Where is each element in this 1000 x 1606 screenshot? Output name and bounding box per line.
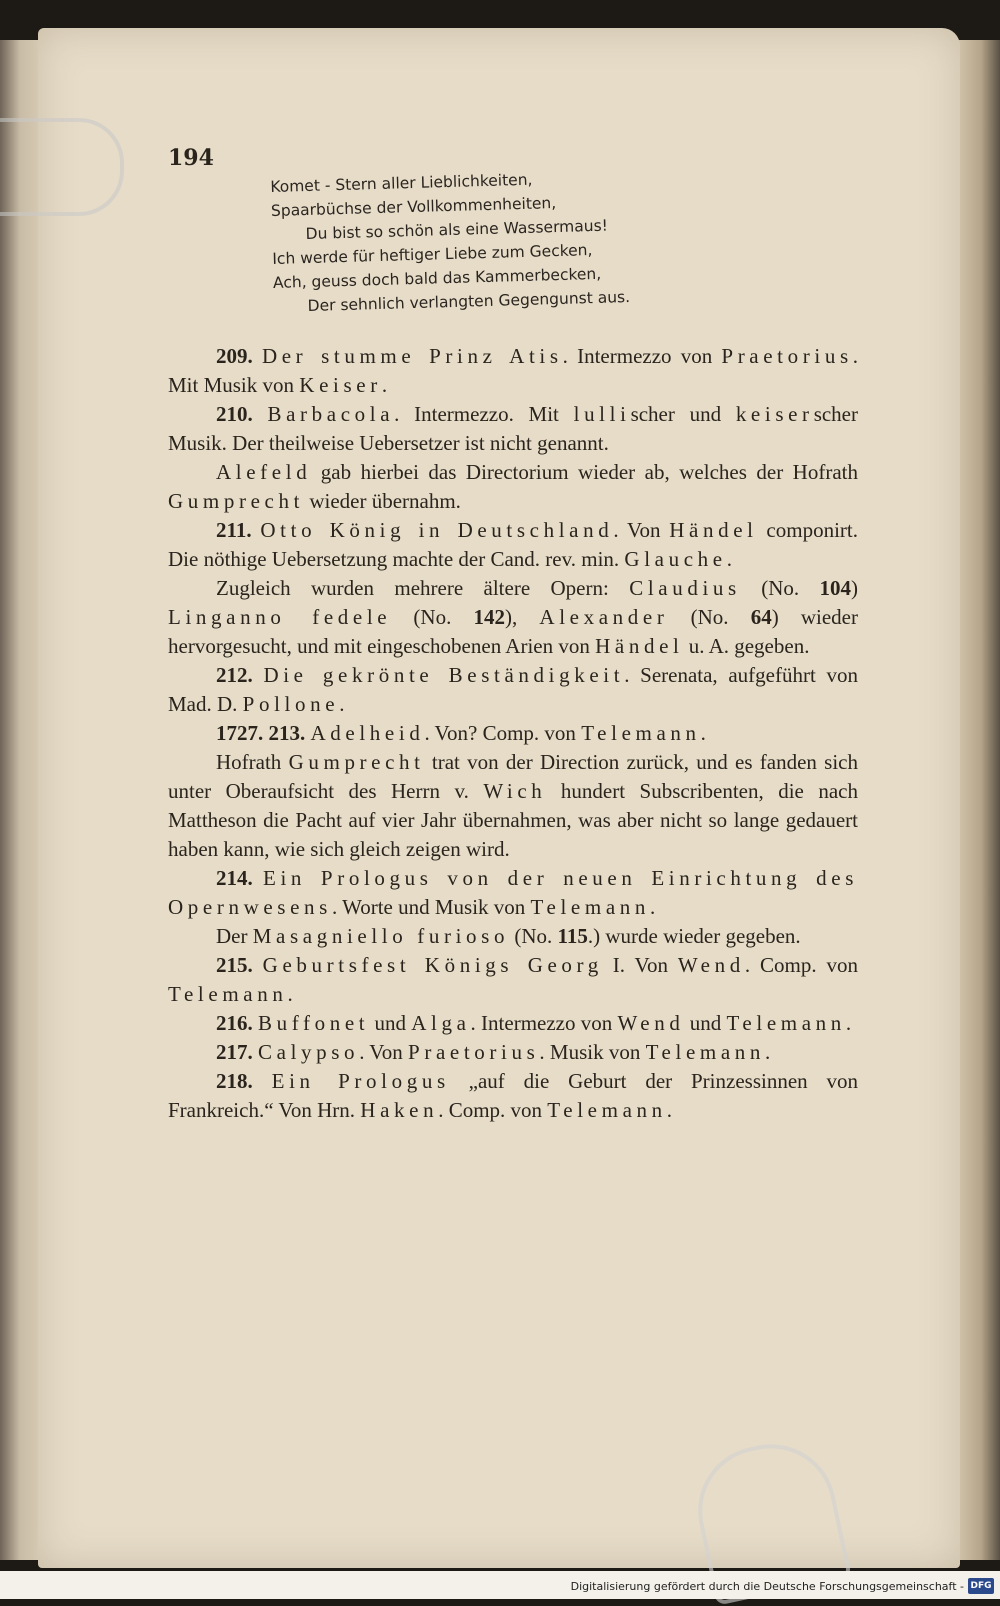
spaced-name: Linganno fedele: [168, 605, 392, 629]
spaced-name: Der stumme Prinz Atis: [261, 344, 563, 368]
spaced-name: Buffonet: [258, 1011, 370, 1035]
spaced-name: Gumprecht: [168, 489, 305, 513]
text-run: . Von: [359, 1040, 409, 1064]
paragraph: [168, 748, 858, 864]
text-run: hundert Subscribenten, die nach Mattheson die Pacht auf vier Jahr übernahmen, was aber nicht so lange gedauert haben kann, wie sich gleich zeigen wird.: [168, 779, 858, 861]
spaced-name: Adelheid: [310, 721, 425, 745]
text-run: .: [381, 373, 388, 397]
text-run: . Serenata, aufgeführt von Mad. D.: [168, 663, 859, 716]
paragraph: [168, 458, 858, 516]
spaced-name: Wich: [483, 779, 547, 803]
spaced-name: Alexander: [539, 605, 669, 629]
paragraph: [168, 1067, 858, 1125]
spaced-name: Barbacola: [267, 402, 395, 426]
text-run: . Musik von: [539, 1040, 646, 1064]
paragraph: [168, 951, 858, 1009]
entry-number: 211.: [216, 518, 261, 542]
text-run: componirt. Die nöthige Uebersetzung machte der Cand. rev. min.: [168, 518, 858, 571]
text-run: .) wurde wieder gegeben.: [587, 924, 801, 948]
text-run: und: [369, 1011, 412, 1035]
text-run: I. Von: [602, 953, 678, 977]
text-run: Hofrath: [216, 750, 289, 774]
text-run: . Comp. von: [744, 953, 859, 977]
digitization-footer: [0, 1571, 1000, 1599]
entry-number: 218.: [216, 1069, 272, 1093]
text-run: .: [845, 1011, 852, 1035]
paragraph: [168, 661, 858, 719]
text-run: „auf die Geburt der Prinzessinnen von Frankreich.“ Von Hrn.: [168, 1069, 859, 1122]
poem-line: Der sehnlich verlangten Gegengunst aus.: [307, 287, 631, 315]
paragraph: [168, 574, 858, 661]
entry-number: 213.: [268, 721, 311, 745]
dfg-logo-icon: DFG: [968, 1578, 994, 1594]
entry-number: 214.: [216, 866, 264, 890]
text-run: . Worte und Musik von: [331, 895, 531, 919]
text-run: Der: [216, 924, 253, 948]
spaced-name: Ein Prologus: [271, 1069, 450, 1093]
spaced-name: Calypso: [258, 1040, 360, 1064]
spaced-name: Alefeld: [216, 460, 312, 484]
text-run: gab hierbei das Directorium wieder ab, welches der Hofrath: [311, 460, 858, 484]
entry-number: 142: [473, 605, 505, 629]
entry-number: 104: [819, 576, 851, 600]
text-run: (No.: [740, 576, 820, 600]
spaced-name: Masagniello furioso: [252, 924, 510, 948]
text-run: u. A. gegeben.: [683, 634, 810, 658]
spaced-name: Telemann: [581, 721, 701, 745]
text-run: . Intermezzo. Mit: [394, 402, 574, 426]
text-run: und: [684, 1011, 727, 1035]
paragraph: [168, 864, 858, 922]
text-run: . Intermezzo von: [562, 344, 722, 368]
paragraph: [168, 516, 858, 574]
spaced-name: Telemann: [547, 1098, 667, 1122]
spaced-name: Haken: [360, 1098, 439, 1122]
paperclip-icon: [0, 118, 124, 216]
poem-excerpt: [270, 163, 714, 319]
text-run: . Von? Comp. von: [424, 721, 582, 745]
text-run: .: [287, 982, 293, 1006]
text-run: trat von der Direction zurück, und es fanden sich unter Oberaufsicht des Herrn v.: [168, 750, 858, 803]
spaced-name: Ein Prologus von der neuen Einrichtung des Opernwesens: [168, 866, 859, 919]
text-run: .: [666, 1098, 672, 1122]
paragraph: [168, 400, 858, 458]
entry-number: 216.: [216, 1011, 258, 1035]
text-run: . Intermezzo von: [470, 1011, 618, 1035]
text-run: .: [650, 895, 656, 919]
spaced-name: lulli: [573, 402, 631, 426]
spaced-name: Händel: [595, 634, 684, 658]
spaced-name: Wend: [677, 953, 745, 977]
spaced-name: Telemann: [645, 1040, 766, 1064]
body-text: [168, 342, 858, 1125]
text-run: Zugleich wurden mehrere ältere Opern:: [216, 576, 630, 600]
spaced-name: Praetorius: [721, 344, 853, 368]
entry-number: 64: [750, 605, 772, 629]
text-run: ),: [505, 605, 540, 629]
spaced-name: Geburtsfest Königs Georg: [262, 953, 603, 977]
text-run: .: [726, 547, 732, 571]
text-run: .: [700, 721, 706, 745]
spaced-name: Glauche: [624, 547, 727, 571]
text-run: scher und: [630, 402, 736, 426]
entry-number: 212.: [216, 663, 264, 687]
text-run: . Mit Musik von: [168, 344, 858, 397]
footer-credit: Digitalisierung gefördert durch die Deutsche Forschungsgemeinschaft -: [570, 1580, 964, 1593]
spaced-name: Die gekrönte Beständigkeit: [263, 663, 625, 687]
spaced-name: Praetorius: [408, 1040, 540, 1064]
spaced-name: Pollone: [242, 692, 340, 716]
spaced-name: Telemann: [530, 895, 650, 919]
entry-number: 1727.: [216, 721, 269, 745]
spaced-name: Alga: [411, 1011, 471, 1035]
text-run: (No.: [509, 924, 558, 948]
poem-line: Ach, geuss doch bald das Kammerbecken,: [272, 264, 602, 292]
text-run: scher Musik. Der theilweise Uebersetzer ist nicht genannt.: [168, 402, 858, 455]
spaced-name: Wend: [617, 1011, 685, 1035]
paragraph: [168, 342, 858, 400]
poem-line: Ich werde für heftiger Liebe zum Gecken,: [272, 241, 593, 268]
entry-number: 215.: [216, 953, 263, 977]
entry-number: 210.: [216, 402, 268, 426]
text-run: ) wieder hervorgesucht, und mit eingeschobenen Arien von: [168, 605, 858, 658]
text-run: (No.: [668, 605, 751, 629]
text-run: . Comp. von: [438, 1098, 548, 1122]
spaced-name: Otto König in Deutschland: [260, 518, 614, 542]
paragraph: [168, 922, 858, 951]
poem-line: Du bist so schön als eine Wassermaus!: [305, 216, 609, 244]
entry-number: 209.: [216, 344, 262, 368]
paragraph: [168, 719, 858, 748]
entry-number: 115: [557, 924, 588, 948]
text-run: ): [851, 576, 858, 600]
text-run: . Von: [613, 518, 670, 542]
page-number: 194: [168, 145, 214, 171]
text-run: wieder übernahm.: [304, 489, 461, 513]
spaced-name: Gumprecht: [288, 750, 425, 774]
paragraph: [168, 1009, 858, 1038]
spaced-name: Händel: [669, 518, 758, 542]
text-run: .: [339, 692, 345, 716]
text-run: .: [765, 1040, 771, 1064]
poem-line: Komet - Stern aller Lieblichkeiten,: [270, 170, 533, 196]
spaced-name: Telemann: [168, 982, 288, 1006]
paragraph: [168, 1038, 858, 1067]
spaced-name: Keiser: [299, 373, 382, 397]
poem-line: Spaarbüchse der Vollkommenheiten,: [270, 194, 557, 220]
spaced-name: keiser: [735, 402, 814, 426]
text-run: (No.: [391, 605, 474, 629]
spaced-name: Claudius: [629, 576, 741, 600]
entry-number: 217.: [216, 1040, 258, 1064]
spaced-name: Telemann: [726, 1011, 846, 1035]
